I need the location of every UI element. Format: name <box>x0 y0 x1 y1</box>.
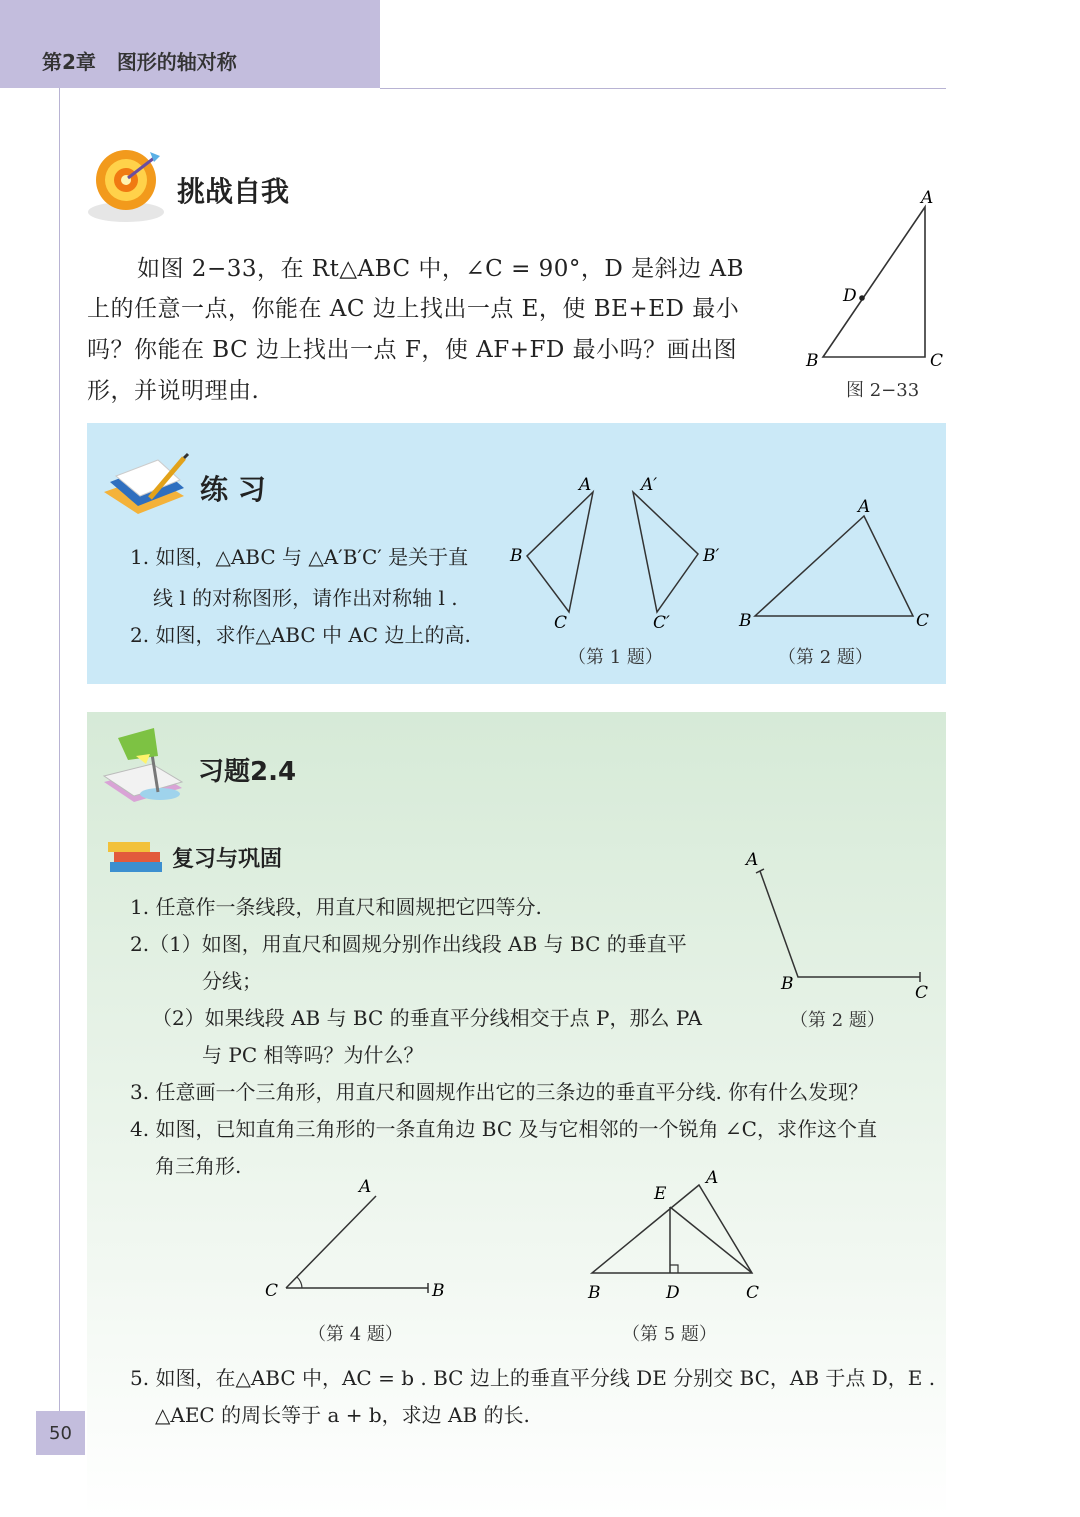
label-a: A <box>921 188 934 208</box>
point-d <box>859 295 865 301</box>
exercise-item-3: 3. 任意画一个三角形，用直尺和圆规作出它的三条边的垂直平分线. 你有什么发现？ <box>130 1080 869 1104</box>
practice-fig1-caption: （第 1 题） <box>568 647 663 668</box>
label-d: D <box>666 1283 680 1303</box>
lamp-book-icon <box>100 726 190 808</box>
label-a: A <box>858 497 871 517</box>
label-b: B <box>588 1283 601 1303</box>
label-b: B <box>806 351 819 371</box>
segment-ec <box>670 1207 752 1273</box>
stacked-books-icon <box>104 838 166 876</box>
margin-rule <box>59 88 60 1411</box>
label-a: A <box>706 1168 719 1188</box>
label-c: C <box>746 1283 760 1303</box>
exercise-item-4-cont: 角三角形. <box>155 1154 242 1178</box>
practice-item-2: 2. 如图，求作△ABC 中 AC 边上的高. <box>130 623 471 647</box>
practice-item-1-cont: 线 l 的对称图形，请作出对称轴 l . <box>153 586 458 610</box>
label-c-prime: C′ <box>653 613 670 633</box>
practice-title: 练 习 <box>200 473 266 506</box>
chapter-title: 图形的轴对称 <box>116 50 237 74</box>
header-rule <box>380 88 946 89</box>
angle-c-arc <box>297 1277 302 1288</box>
practice-fig2-caption: （第 2 题） <box>778 647 873 668</box>
segments-ab-bc <box>760 871 920 977</box>
exercise-item-2-1: 2.（1）如图，用直尺和圆规分别作出线段 AB 与 BC 的垂直平 <box>130 932 687 956</box>
label-b: B <box>510 546 523 566</box>
challenge-title: 挑战自我 <box>177 175 290 208</box>
triangle-a1b1c1 <box>633 492 698 612</box>
label-c: C <box>930 351 944 371</box>
exercise-item-5: 5. 如图，在△ABC 中，AC = b . BC 边上的垂直平分线 DE 分别交 BC，AB 于点 D，E . <box>130 1366 936 1390</box>
label-a: A <box>746 850 759 870</box>
exercise-item-2-1-cont: 分线； <box>202 969 262 993</box>
right-angle-mark <box>670 1265 678 1273</box>
triangle-abc-2 <box>755 516 913 616</box>
figure-caption: 图 2−33 <box>846 380 920 401</box>
exercise-q5-figure <box>580 1165 780 1310</box>
practice-figure-1 <box>505 474 730 639</box>
challenge-line-3: 吗？你能在 BC 边上找出一点 F，使 AF+FD 最小吗？画出图 <box>87 337 738 363</box>
exercise-q5-caption: （第 5 题） <box>622 1324 717 1345</box>
exercise-title: 习题2.4 <box>198 757 297 787</box>
label-b: B <box>739 611 752 631</box>
exercise-item-5-cont: △AEC 的周长等于 a + b，求边 AB 的长. <box>155 1403 530 1427</box>
ray-ca <box>286 1196 376 1288</box>
label-d: D <box>843 286 857 306</box>
chapter-header <box>42 46 237 75</box>
exercise-item-4: 4. 如图，已知直角三角形的一条直角边 BC 及与它相邻的一个锐角 ∠C，求作这个直 <box>130 1117 877 1141</box>
label-b: B <box>432 1281 445 1301</box>
target-icon <box>86 142 170 226</box>
label-c: C <box>554 613 568 633</box>
exercise-q2-caption: （第 2 题） <box>790 1010 885 1031</box>
label-a: A <box>579 475 592 495</box>
label-c: C <box>915 983 929 1003</box>
label-b-prime: B′ <box>703 546 720 566</box>
figure-2-33 <box>795 185 955 375</box>
challenge-line-4: 形，并说明理由. <box>87 378 260 404</box>
challenge-line-1: 如图 2−33，在 Rt△ABC 中，∠C = 90°，D 是斜边 AB <box>137 256 744 282</box>
triangle-abc <box>823 207 925 357</box>
challenge-line-2: 上的任意一点，你能在 AC 边上找出一点 E，使 BE+ED 最小 <box>87 296 740 322</box>
practice-figure-2 <box>735 494 935 634</box>
label-c: C <box>265 1281 279 1301</box>
label-a-prime: A′ <box>641 475 658 495</box>
label-c: C <box>916 611 930 631</box>
exercise-item-2-2-cont: 与 PC 相等吗？为什么？ <box>202 1043 424 1067</box>
label-a: A <box>359 1177 372 1197</box>
label-b: B <box>781 974 794 994</box>
exercise-q2-figure <box>740 845 940 1005</box>
exercise-q4-caption: （第 4 题） <box>308 1324 403 1345</box>
practice-item-1: 1. 如图，△ABC 与 △A′B′C′ 是关于直 <box>130 545 469 569</box>
books-pencil-icon <box>100 452 190 520</box>
exercise-q4-figure <box>260 1172 460 1302</box>
exercise-item-2-2: （2）如果线段 AB 与 BC 的垂直平分线相交于点 P，那么 PA <box>152 1006 702 1030</box>
triangle-abc <box>527 492 593 612</box>
triangle-abc-q5 <box>592 1185 752 1273</box>
label-e: E <box>654 1184 667 1204</box>
page-number: 50 <box>36 1411 85 1455</box>
exercise-item-1: 1. 任意作一条线段，用直尺和圆规把它四等分. <box>130 895 542 919</box>
exercise-subtitle: 复习与巩固 <box>172 846 283 872</box>
chapter-number: 第2章 <box>42 50 96 74</box>
